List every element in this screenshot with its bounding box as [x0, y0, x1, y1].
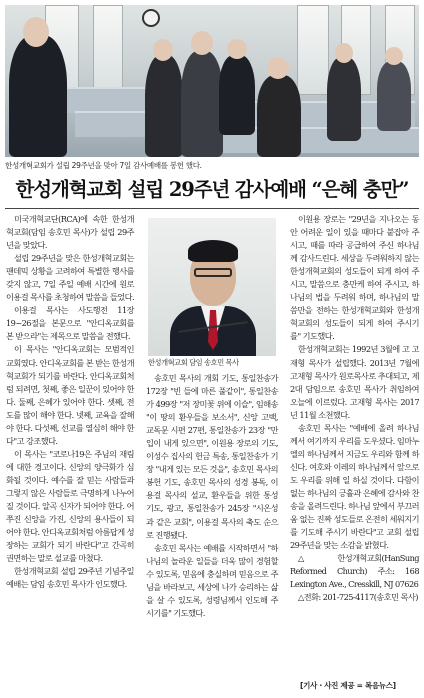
article-headline: 한성개혁교회 설립 29주년 감사예배 “은혜 충만” — [15, 178, 409, 201]
clock-icon — [142, 9, 160, 27]
article-column-3 — [290, 213, 419, 604]
paragraph: 송호민 목사는 "예배에 올려 하나님께서 여기까지 우리를 도우셨다. 임마누엘의 하나님께서 지금도 우리와 함께 하신다. 여호와 이레의 하나님께서 앞으로도 우리를 위해 일 하실 것이다. 다함이 없는 하나님의 긍휼과 은혜에 감사와 찬송을 올려드린다. 하나님 앞에서 부끄러움 없는 진짜 성도들로 온전히 세워지기를 기도해 주시기 바란다"고 교회 설립 29주년을 맞는 소감을 밝혔다. — [290, 422, 419, 551]
paragraph: 송호민 목사는 예배를 시작하면서 "하나님의 놀라운 일들을 더욱 많이 경험할 수 있도록, 믿음에 충실하며 믿음으로 주님을 바라보고, 세상에 나가 승리하는 삶을 살 수 있도록, 성령님께서 인도해 주시기를" 기도했다. — [146, 542, 278, 618]
pastor-portrait — [148, 218, 276, 356]
paragraph: 설립 29주년을 맞은 한성개혁교회는 팬데믹 상황을 고려하여 특별한 행사를 갖지 않고, 7일 주일 예배 시간에 원로 이용걸 목사를 초청하여 말씀을 들었다. — [6, 253, 135, 303]
paragraph: 송호민 목사의 개회 기도, 통일찬송가 172장 "빈 들에 마른 풀같이", 통일찬송가 499장 "저 장미꽃 위에 이슬", 임해송 "이 땅의 환우들을 보소서", 신앙 고백, 교독문 시편 27편, 통일찬송가 23장 "만 입이 내게 있으면", 이원용 장로의 기도, 이성수 집사의 헌금 특송, 통일찬송가 기장 "내게 있는 모든 것을", 송호민 목사의 봉헌 기도, 송호민 목사의 성경 봉독, 이용걸 목사의 설교, 환우들을 위한 통성 기도, 광고, 통일찬송가 245장 "시온성과 같은 교회", 이용걸 목사의 축도 순으로 진행됐다. — [146, 373, 278, 540]
paragraph: 이용걸 목사는 사도행전 11장 19~26절을 본문으로 "안디옥교회를 본 받으라"는 제목으로 말씀을 전했다. — [6, 305, 134, 342]
article-column-1 — [6, 213, 134, 591]
paragraph: △전화: 201-725-4117(송호민 목사) — [298, 592, 418, 603]
portrait-caption: 한성개혁교회 담임 송호민 목사 — [148, 358, 239, 367]
article-column-2 — [146, 372, 278, 620]
photo-credit: [기사 · 사진 제공 = 복음뉴스] — [300, 681, 396, 690]
photo-caption: 한성개혁교회가 설립 29주년을 맞아 7일 감사예배를 봉헌 했다. — [5, 161, 202, 170]
paragraph: △한성개혁교회(HanSung Reformed Church) 주소: 168 Lexington Ave., Cresskill, NJ 07626 — [290, 553, 419, 590]
paragraph: 한성개혁교회는 1992년 3월에 고 고재형 목사가 설립했다. 2013년 7월에 고재형 목사가 원로목사로 추대되고, 제2대 담임으로 송호민 목사가 취임하여 오늘에 이르렀다. 고재형 목사는 2017년 11월 소천했다. — [290, 344, 419, 420]
paragraph: 한성개혁교회 설립 29주년 기념주일 예배는 담임 송호민 목사가 인도했다. — [6, 566, 134, 590]
service-photo — [5, 5, 419, 157]
paragraph: 이 목사는 "코로나19은 주님의 재림에 대한 경고이다. 신앙의 양극화가 심화될 것이다. 예수를 잘 믿는 사람들과 그렇지 않은 사람들로 극명하게 나누어질 것이다. 알곡 신자가 되어야 한다. 어쭈진 신앙을 가진, 신앙의 용사들이 되어야 한다. 안디옥교회처럼 아름답게 성장하는 교회가 되기 바란다"고 간곡히 권면하는 말로 설교를 마쳤다. — [6, 448, 135, 564]
divider — [5, 208, 419, 209]
paragraph: 이원용 장로는 "29년을 지나오는 동안 어려운 일이 있을 때마다 붙잡아 주시고, 때를 따라 공급하여 주신 하나님께 감사드린다. 세상을 두려워하지 않는 한성개혁교회의 성도들이 되게 하여 주시고, 말씀으로 충만케 하여 주시고, 하나님의 법을 두려워 하며, 하나님의 말씀만을 전하는 한성개혁교회와 한성개혁교회의 성도들이 되게 하여 주시기를" 기도했다. — [290, 214, 419, 342]
paragraph: 미국개혁교단(RCA)에 속한 한성개혁교회(담임 송호민 목사)가 설립 29주년을 맞았다. — [6, 214, 134, 251]
paragraph: 이 목사는 "안디옥교회는 모범적인 교회였다. 안디옥교회를 본 받는 한성개혁교회가 되기를 바란다. 안디옥교회처럼 되려면, 첫째, 좋은 일꾼이 있어야 한다. 둘째, 은혜가 있어야 한다. 셋째, 전도를 많이 해야 한다. 넷째, 교육을 잘해야 한다. 다섯째, 선교를 열심히 해야 한다"고 강조했다. — [6, 344, 135, 446]
